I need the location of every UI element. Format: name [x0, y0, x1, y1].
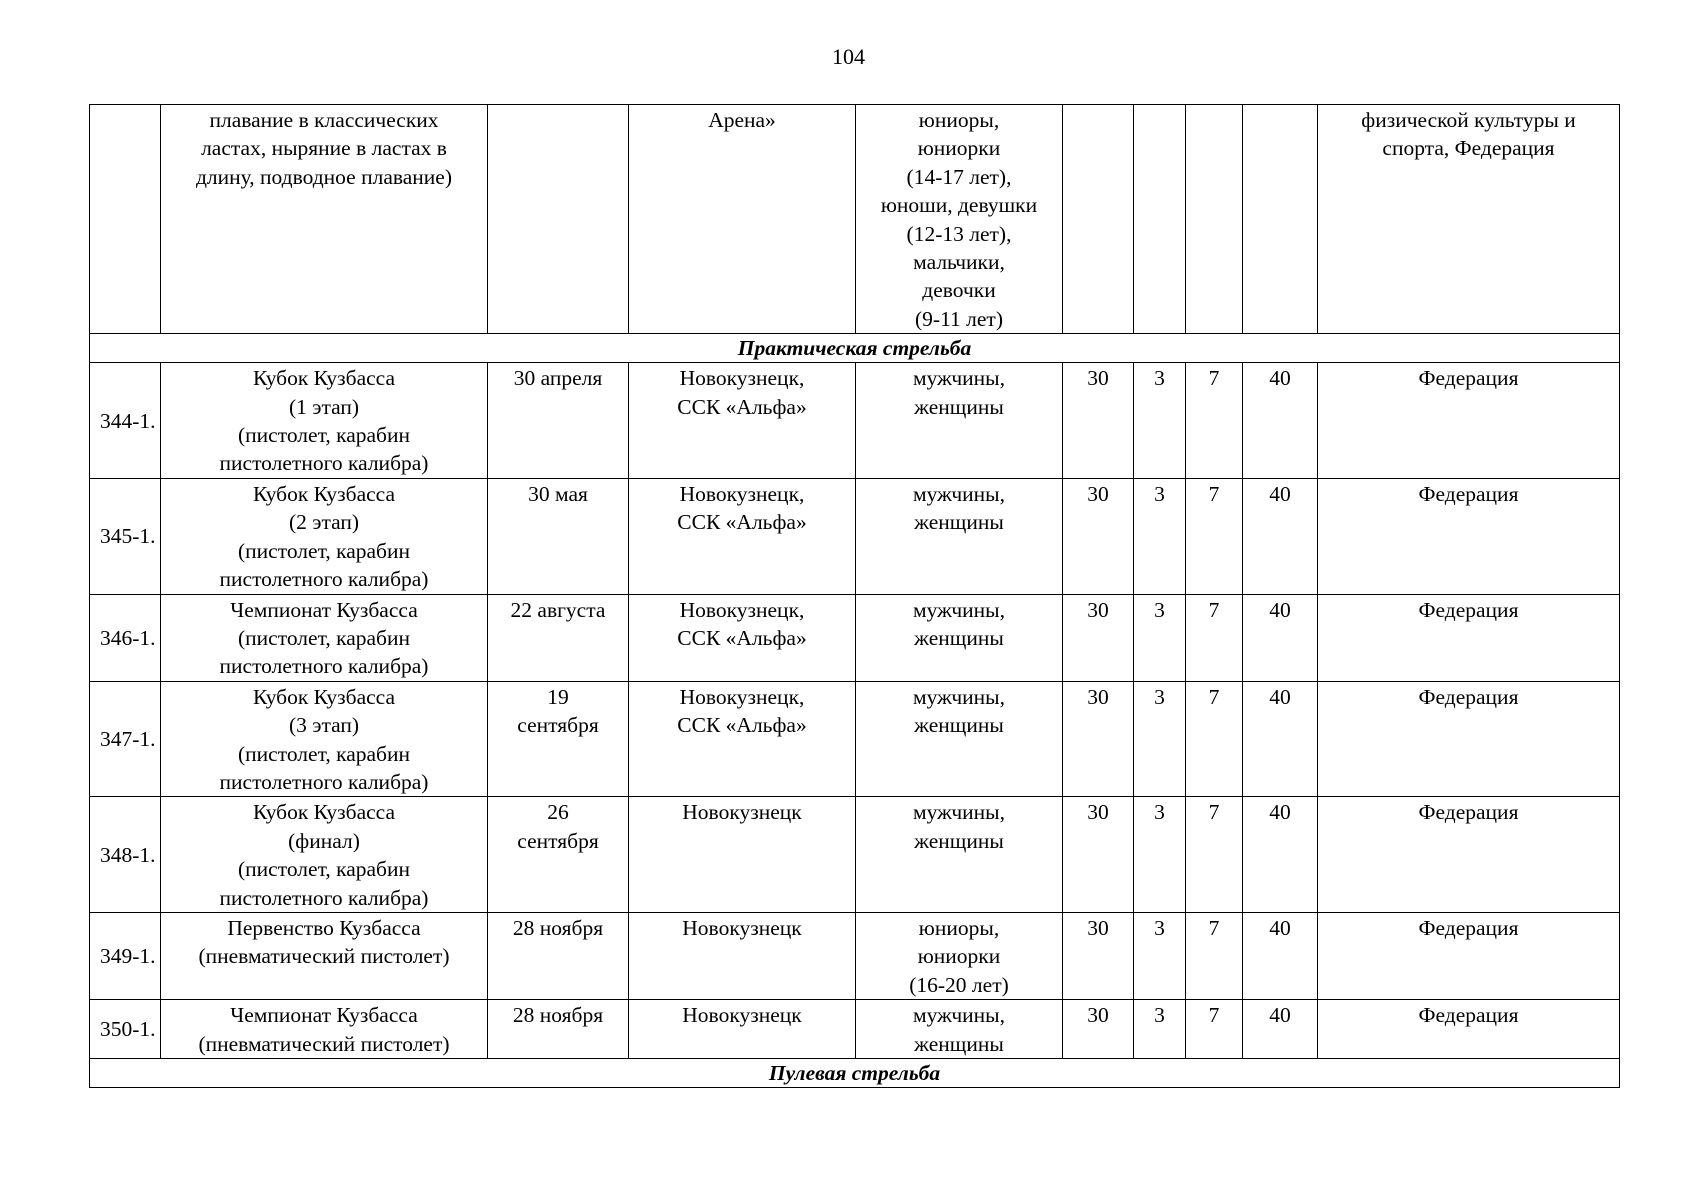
- organizer-cell: Федерация: [1318, 797, 1620, 913]
- organizer-cell: [1318, 105, 1620, 334]
- event-name-cell-line: пистолетного калибра): [219, 654, 429, 679]
- organizer-cell-line: физической культуры и: [1361, 108, 1576, 132]
- date-cell-line: 19: [547, 684, 569, 709]
- place-cell: [629, 105, 856, 334]
- organizer-cell: Федерация: [1318, 681, 1620, 797]
- section-heading-bullet-shooting: Пулевая стрельба: [90, 1059, 1620, 1088]
- event-name-cell-line: плавание в классических: [209, 108, 439, 132]
- count-cell: 30: [1063, 363, 1134, 479]
- event-name-cell-line: пистолетного калибра): [219, 567, 429, 592]
- event-name-cell: [161, 105, 488, 334]
- participants-cell-line: юниорки: [917, 944, 1001, 969]
- place-cell: [629, 594, 856, 681]
- count-cell: 3: [1134, 681, 1186, 797]
- event-name-cell-line: Кубок Кузбасса: [252, 684, 396, 709]
- count-cell: 7: [1186, 594, 1243, 681]
- event-name-cell: [161, 681, 488, 797]
- place-cell: [629, 363, 856, 479]
- table-row: [90, 912, 1620, 999]
- participants-cell-line: женщины: [914, 625, 1004, 650]
- organizer-cell-line: спорта, Федерация: [1382, 136, 1555, 161]
- count-cell: 40: [1243, 363, 1318, 479]
- event-name-cell-line: (пистолет, карабин: [238, 538, 410, 563]
- table-row: [90, 363, 1620, 479]
- participants-cell-line: женщины: [914, 394, 1004, 419]
- num-cell: 345-1.: [90, 478, 161, 594]
- participants-cell: [856, 681, 1063, 797]
- count-cell: 30: [1063, 478, 1134, 594]
- table-row: [90, 105, 1620, 334]
- participants-cell-line: (14-17 лет),: [906, 164, 1012, 189]
- event-name-cell-line: (пневматический пистолет): [198, 1031, 450, 1056]
- count-cell: 3: [1134, 912, 1186, 999]
- participants-cell-line: юноши, девушки: [880, 193, 1038, 218]
- event-name-cell-line: Кубок Кузбасса: [252, 800, 396, 825]
- count-cell: 40: [1243, 594, 1318, 681]
- organizer-cell: Федерация: [1318, 912, 1620, 999]
- count-cell: 7: [1186, 363, 1243, 479]
- event-name-cell: [161, 594, 488, 681]
- count-cell: 3: [1134, 594, 1186, 681]
- date-cell-line: 26: [547, 800, 569, 825]
- count-cell: 40: [1243, 478, 1318, 594]
- place-cell-line: ССК «Альфа»: [677, 394, 807, 419]
- participants-cell: [856, 594, 1063, 681]
- count-cell: 30: [1063, 797, 1134, 913]
- count-cell: [1186, 105, 1243, 334]
- organizer-cell: Федерация: [1318, 478, 1620, 594]
- date-cell-line: 28 ноября: [512, 915, 604, 940]
- participants-cell-line: женщины: [914, 510, 1004, 535]
- num-cell: 348-1.: [90, 797, 161, 913]
- participants-cell-line: мужчины,: [912, 684, 1006, 709]
- place-cell-line: Новокузнецк: [682, 800, 802, 825]
- date-cell-line: сентября: [517, 713, 599, 738]
- date-cell-line: 22 августа: [510, 597, 606, 622]
- date-cell-line: 30 апреля: [513, 366, 603, 391]
- count-cell: 40: [1243, 797, 1318, 913]
- count-cell: 7: [1186, 478, 1243, 594]
- organizer-cell: Федерация: [1318, 594, 1620, 681]
- event-name-cell-line: Чемпионат Кузбасса: [230, 597, 418, 622]
- place-cell: [629, 797, 856, 913]
- place-cell-line: Новокузнецк,: [679, 597, 805, 622]
- count-cell: 3: [1134, 363, 1186, 479]
- date-cell: [488, 1000, 629, 1059]
- date-cell: [488, 478, 629, 594]
- date-cell-line: сентября: [517, 828, 599, 853]
- num-cell: 344-1.: [90, 363, 161, 479]
- table-row: [90, 594, 1620, 681]
- event-name-cell-line: (пневматический пистолет): [198, 944, 450, 969]
- count-cell: 30: [1063, 1000, 1134, 1059]
- place-cell-line: Арена»: [708, 108, 776, 132]
- event-name-cell-line: пистолетного калибра): [219, 451, 429, 476]
- event-name-cell-line: (пистолет, карабин: [238, 423, 410, 448]
- count-cell: 40: [1243, 681, 1318, 797]
- section-row: [90, 334, 1620, 363]
- place-cell-line: Новокузнецк,: [679, 684, 805, 709]
- place-cell-line: Новокузнецк,: [679, 366, 805, 391]
- event-name-cell-line: ластах, ныряние в ластах в: [201, 136, 447, 161]
- page-number: 104: [832, 44, 865, 69]
- place-cell: [629, 478, 856, 594]
- count-cell: 3: [1134, 478, 1186, 594]
- date-cell: [488, 363, 629, 479]
- date-cell: [488, 797, 629, 913]
- event-name-cell-line: (пистолет, карабин: [238, 625, 410, 650]
- organizer-cell: Федерация: [1318, 363, 1620, 479]
- count-cell: 30: [1063, 594, 1134, 681]
- num-cell: 349-1.: [90, 912, 161, 999]
- table-row: [90, 478, 1620, 594]
- section-heading-practical-shooting: Практическая стрельба: [90, 334, 1620, 363]
- place-cell: [629, 1000, 856, 1059]
- event-name-cell-line: (3 этап): [288, 713, 360, 738]
- event-name-cell: [161, 363, 488, 479]
- event-name-cell-line: Чемпионат Кузбасса: [230, 1003, 418, 1028]
- count-cell: 30: [1063, 912, 1134, 999]
- table-row: [90, 681, 1620, 797]
- count-cell: 40: [1243, 912, 1318, 999]
- place-cell-line: ССК «Альфа»: [677, 625, 807, 650]
- participants-cell-line: юниоры,: [918, 108, 1000, 132]
- event-name-cell: [161, 912, 488, 999]
- date-cell: [488, 105, 629, 334]
- participants-cell: [856, 105, 1063, 334]
- event-name-cell-line: (2 этап): [288, 510, 360, 535]
- date-cell: [488, 594, 629, 681]
- participants-cell: [856, 912, 1063, 999]
- organizer-cell: Федерация: [1318, 1000, 1620, 1059]
- participants-cell-line: мужчины,: [912, 481, 1006, 506]
- participants-cell: [856, 797, 1063, 913]
- participants-cell-line: женщины: [914, 1031, 1004, 1056]
- place-cell: [629, 912, 856, 999]
- event-name-cell-line: Кубок Кузбасса: [252, 481, 396, 506]
- participants-cell-line: (9-11 лет): [915, 306, 1003, 331]
- participants-cell-line: мужчины,: [912, 800, 1006, 825]
- event-name-cell-line: (1 этап): [288, 394, 360, 419]
- participants-cell-line: мужчины,: [912, 1003, 1006, 1028]
- num-cell: [90, 105, 161, 334]
- num-cell: 350-1.: [90, 1000, 161, 1059]
- count-cell: 3: [1134, 1000, 1186, 1059]
- participants-cell: [856, 363, 1063, 479]
- count-cell: 7: [1186, 797, 1243, 913]
- participants-cell-line: (12-13 лет),: [906, 221, 1012, 246]
- num-cell: 347-1.: [90, 681, 161, 797]
- date-cell: [488, 912, 629, 999]
- event-name-cell: [161, 478, 488, 594]
- count-cell: 7: [1186, 681, 1243, 797]
- count-cell: 7: [1186, 1000, 1243, 1059]
- participants-cell: [856, 1000, 1063, 1059]
- event-name-cell: [161, 797, 488, 913]
- participants-cell-line: мальчики,: [913, 250, 1005, 275]
- participants-cell-line: девочки: [922, 278, 996, 303]
- table-row: [90, 797, 1620, 913]
- event-name-cell-line: Кубок Кузбасса: [252, 366, 396, 391]
- participants-cell-line: мужчины,: [912, 597, 1006, 622]
- event-name-cell-line: (пистолет, карабин: [238, 857, 410, 882]
- participants-cell-line: женщины: [914, 828, 1004, 853]
- table-row: [90, 1000, 1620, 1059]
- participants-cell-line: женщины: [914, 713, 1004, 738]
- date-cell-line: 28 ноября: [512, 1003, 604, 1028]
- event-name-cell-line: пистолетного калибра): [219, 769, 429, 794]
- event-name-cell-line: (финал): [288, 828, 360, 853]
- date-cell-line: 30 мая: [528, 481, 588, 506]
- place-cell-line: ССК «Альфа»: [677, 510, 807, 535]
- place-cell-line: Новокузнецк,: [679, 481, 805, 506]
- participants-cell-line: мужчины,: [912, 366, 1006, 391]
- participants-cell-line: юниорки: [917, 136, 1001, 161]
- participants-cell-line: юниоры,: [918, 915, 1000, 940]
- place-cell-line: Новокузнецк: [682, 1003, 802, 1028]
- participants-cell: [856, 478, 1063, 594]
- count-cell: [1134, 105, 1186, 334]
- event-name-cell-line: Первенство Кузбасса: [227, 915, 421, 940]
- place-cell: [629, 681, 856, 797]
- event-name-cell-line: (пистолет, карабин: [238, 741, 410, 766]
- count-cell: [1063, 105, 1134, 334]
- section-row: [90, 1059, 1620, 1088]
- count-cell: 40: [1243, 1000, 1318, 1059]
- date-cell: [488, 681, 629, 797]
- count-cell: [1243, 105, 1318, 334]
- event-name-cell-line: длину, подводное плавание): [195, 164, 453, 189]
- participants-cell-line: (16-20 лет): [909, 972, 1009, 997]
- events-table: [89, 104, 1620, 1088]
- event-name-cell: [161, 1000, 488, 1059]
- count-cell: 3: [1134, 797, 1186, 913]
- num-cell: 346-1.: [90, 594, 161, 681]
- count-cell: 7: [1186, 912, 1243, 999]
- place-cell-line: Новокузнецк: [682, 915, 802, 940]
- event-name-cell-line: пистолетного калибра): [219, 885, 429, 910]
- table-body: [90, 105, 1620, 1088]
- count-cell: 30: [1063, 681, 1134, 797]
- place-cell-line: ССК «Альфа»: [677, 713, 807, 738]
